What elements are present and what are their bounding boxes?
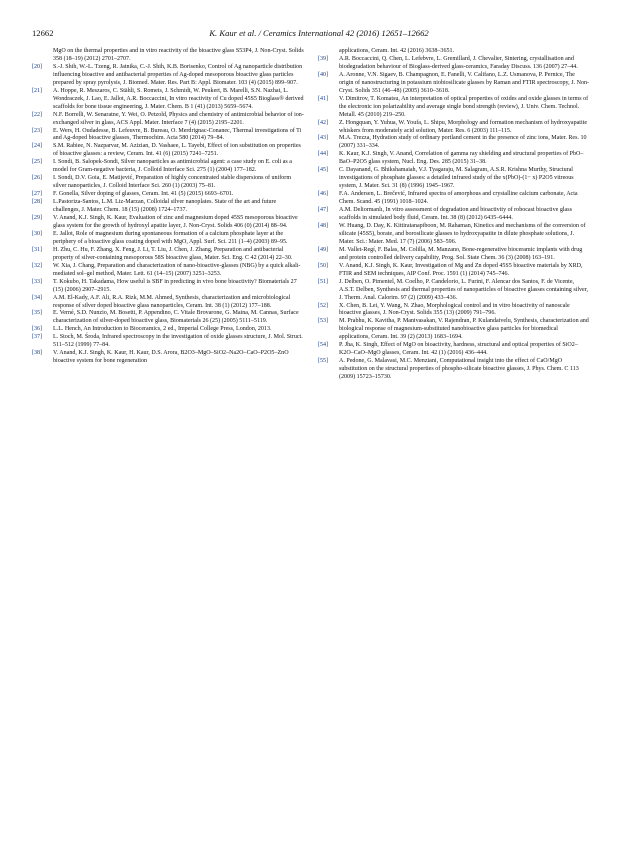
reference-number: [36] [32,326,43,333]
reference-number: [37] [32,334,43,341]
reference-text: S.-J. Shih, W.-L. Tzeng, R. Jatnika, C.-J. Shih, K.B. Borisenko, Control of Ag nanoparticle distribution influencing bioactive and antibacterial properties of Ag-doped mesoporous bioactive glass particles prepared by spray pyrolysis, J. Biomed. Mater. Res. Part B: Appl. Biomater. 103 (4) (2015) 899–907. [53,63,303,86]
reference-number: [40] [318,71,329,78]
reference-text: MgO on the thermal properties and in vitro reactivity of the bioactive glass S53P4, J. Non-Cryst. Solids 358 (18–19) (2012) 2701–2707. [53,48,304,62]
reference-number: [22] [32,111,43,118]
reference-text: A. Pedone, G. Malavasi, M.C. Menziani, Computational insight into the effect of CaO/MgO substitution on the structural properties of phospho-silicate bioactive glasses, J. Phys. Chem. C 113 (2009) 15723–15730. [339,358,579,381]
reference-item [318,223,590,247]
reference-number: [51] [318,278,329,285]
reference-item [32,175,304,191]
running-header: K. Kaur et al. / Ceramics International 42 (2016) 12651–12662 [209,28,429,38]
reference-number: [50] [318,262,329,269]
reference-text: J. Delben, O. Pimentel, M. Coelho, P. Candelorio, L. Furini, F. Alencar dos Santos, F. de Vicente, A.S.T. Delben, Synthesis and thermal properties of nanoparticles of bioactive glasses containing silver, J. Therm. Anal. Calorim. 97 (2) (2009) 433–436. [339,278,589,301]
reference-item [32,143,304,159]
reference-number: [33] [32,278,43,285]
reference-text: A.M. El-Kady, A.F. Ali, R.A. Rizk, M.M. Ahmed, Synthesis, characterization and microbiological response of silver doped bioactive glass nanoparticles, Ceram. Int. 38 (1) (2012) 177–188. [53,294,291,309]
reference-item [318,318,590,342]
page-number: 12662 [32,28,54,38]
reference-text: N.F. Borrelli, W. Senaratne, Y. Wei, O. Petzold, Physics and chemistry of antimicrobial behavior of ion-exchanged silver in glass, ACS Appl. Mater. Interface 7 (4) (2015) 2195–2201. [53,111,304,126]
reference-item [32,88,304,112]
reference-number: [55] [318,358,329,365]
references-left-column [32,48,304,366]
reference-item [318,151,590,167]
reference-item [32,159,304,175]
reference-number: [42] [318,119,329,126]
reference-item [318,207,590,223]
reference-text: C. Dayanand, G. Bhikshamaiah, V.J. Tyagaraju, M. Salagram, A.S.R. Krishna Murthy, Structural investigations of phosphate glasses: a detailed infrared study of the x(PbO)-(1− x) P2O5 vitreous system, J. Mater. Sci. 31 (8) (1996) 1945–1967. [339,167,574,190]
reference-item [32,334,304,350]
reference-number: [38] [32,350,43,357]
reference-number: [21] [32,87,43,94]
reference-text: M. Vallet-Regí, F. Balas, M. Colilla, M. Manzano, Bone-regenerative bioceramic implants with drug and protein controlled delivery capability, Prog. Sol. State Chem. 36 (3) (2008) 163–191. [339,246,583,261]
reference-item [32,191,304,199]
reference-text: M. Prabhu, K. Kavitha, P. Manivasakan, V. Rajendran, P. Kulandaivelu, Synthesis, characterization and biological response of magnesium-substituted nanobioactive glass particles for biomedical applications, Ceram. Int. 39 (2) (2013) 1683–1694. [339,318,589,341]
reference-number: [49] [318,246,329,253]
reference-number: [54] [318,342,329,349]
reference-text: W. Huang, D. Day, K. Kittiratanapiboon, M. Rahaman, Kinetics and mechanisms of the conversion of silicate (45S5), borate, and borosilicate glasses to hydroxyapatite in dilute phosphate solutions, J. Mater. Sci.: Mater. Med. 17 (7) (2006) 583–596. [339,222,586,245]
reference-item [318,56,590,72]
reference-item [318,303,590,319]
reference-item [32,279,304,295]
reference-text: W. Xia, J. Chang, Preparation and characterization of nano-bioactive-glasses (NBG) by a quick alkali-mediated sol–gel method, Mater. Lett. 61 (14–15) (2007) 3251–3253. [53,262,301,277]
reference-number: [48] [318,222,329,229]
reference-number: [41] [318,95,329,102]
reference-number: [34] [32,294,43,301]
reference-item [32,310,304,326]
reference-item [32,112,304,128]
reference-text: Z. Hongquan, Y. Yuhua, W. Youfa, L. Shipu, Morphology and formation mechanism of hydroxyapatite whiskers from moderately acid solution, Mater. Res. 6 (2003) 111–115. [339,119,588,134]
reference-number: [30] [32,230,43,237]
reference-item [318,191,590,207]
reference-text: E. Jallot, Role of magnesium during spontaneous formation of a calcium phosphate layer at the periphery of a bioactive glass coating doped with MgO, Appl. Surf. Sci. 211 (1–4) (2003) 89–95. [53,230,288,245]
reference-item [32,199,304,215]
reference-number: [27] [32,191,43,198]
reference-continuation [32,48,304,64]
reference-text: E. Verné, S.D. Nunzio, M. Bosetti, P. Appendino, C. Vitale Brovarone, G. Maina, M. Cannas, Surface characterization of silver-doped bioactive glass, Biomaterials 26 (25) (2005) 5111–5119. [53,310,299,325]
reference-item [318,358,590,382]
reference-item [32,263,304,279]
reference-text: V. Anand, K.J. Singh, K. Kaur, H. Kaur, D.S. Arora, B2O3–MgO–SiO2–Na2O–CaO–P2O5–ZnO bioactive system for bone regeneration [53,350,289,365]
reference-item [32,215,304,231]
reference-item [318,96,590,120]
reference-number: [25] [32,159,43,166]
reference-text: S.M. Rabiee, N. Nazparvar, M. Azizian, D. Vashaee, L. Tayebi, Effect of ion substitution on properties of bioactive glasses: a review, Ceram. Int. 41 (6) (2015) 7241–7251. [53,143,301,158]
reference-text: L. Stoch, M. Środa, Infrared spectroscopy in the investigation of oxide glasses structure, J. Mol. Struct. 511–512 (1999) 77–84. [53,334,303,349]
reference-number: [45] [318,167,329,174]
reference-text: X. Chen, B. Lei, Y. Wang, N. Zhao, Morphological control and in vitro bioactivity of nanoscale bioactive glasses, J. Non-Cryst. Solids 355 (13) (2009) 791–796. [339,302,570,317]
reference-item [318,167,590,191]
reference-text: L.L. Hench, An Introduction to Bioceramics, 2 ed., Imperial College Press, London, 2013. [53,326,272,333]
reference-item [318,72,590,96]
reference-item [318,120,590,136]
reference-number: [32] [32,262,43,269]
reference-number: [46] [318,191,329,198]
reference-number: [35] [32,310,43,317]
reference-text: V. Anand, K.J. Singh, K. Kaur, Investigation of Mg and Zn doped 45S5 bioactive materials by XRD, FTIR and SEM techniques, AIP Conf. Proc. 1591 (1) (2014) 745–746. [339,262,583,277]
reference-item [318,135,590,151]
reference-number: [28] [32,199,43,206]
reference-number: [20] [32,63,43,70]
reference-item [32,247,304,263]
reference-continuation [318,48,590,56]
page-header [32,28,606,42]
reference-number: [52] [318,302,329,309]
reference-item [318,279,590,303]
references-right-column [318,48,590,382]
reference-text: A. Aronne, V.N. Sigaev, B. Champagnon, E. Fanelli, V. Califano, L.Z. Usmanova, P. Pernice, The origin of nanostructuring in potassium niobiosilicate glasses by Raman and FTIR spectroscopy, J. Non-Cryst. Solids 351 (46–48) (2005) 3610–3618. [339,71,590,94]
reference-item [32,231,304,247]
reference-text: E. Wers, H. Oudadesse, B. Lefeuvre, B. Bureau, O. Merdrignac-Conanec, Thermal investigations of Ti and Ag-doped bioactive glasses, Thermochim. Acta 580 (2014) 79–84. [53,127,302,142]
reference-text: H. Zhu, C. Hu, F. Zhang, X. Feng, J. Li, T. Liu, J. Chen, J. Zhang, Preparation and antibacterial property of silver-containing mesoporous 58S bioactive glass, Mater. Sci. Eng. C 42 (2014) 22–30. [53,246,293,261]
reference-text: P. Jha, K. Singh, Effect of MgO on bioactivity, hardness, structural and optical properties of SiO2–K2O–CaO–MgO glasses, Ceram. Int. 42 (1) (2016) 436–444. [339,342,578,357]
reference-text: V. Dimitrov, T. Komatsu, An interpretation of optical properties of oxides and oxide glasses in terms of the electronic ion polarizability and average single bond strength (review), J. Univ. Chem. Technol. Metall. 45 (2010) 219–250. [339,95,589,118]
reference-text: V. Anand, K.J. Singh, K. Kaur, Evaluation of zinc and magnesium doped 45S5 mesoporous bioactive glass system for the growth of hydroxyl apatite layer, J. Non-Cryst. Solids 406 (0) (2014) 88–94. [53,215,298,229]
reference-text: F.A. Andersen, L. Brečević, Infrared spectra of amorphous and crystalline calcium carbonate, Acta Chem. Scand. 45 (1991) 1018–1024. [339,191,578,206]
reference-item [318,247,590,263]
reference-item [32,350,304,366]
reference-number: [29] [32,215,43,222]
reference-item [318,263,590,279]
reference-number: [39] [318,55,329,62]
reference-number: [53] [318,318,329,325]
reference-item [32,128,304,144]
reference-item [318,342,590,358]
reference-text: A.M. Deliormanlı, In vitro assessment of degradation and bioactivity of robocast bioactive glass scaffolds in simulated body fluid, Ceram. Int. 38 (8) (2012) 6435–6444. [339,207,572,222]
reference-number: [43] [318,135,329,142]
reference-text: M.A. Trezza, Hydration study of ordinary portland cement in the presence of zinc ions, Mater. Res. 10 (2007) 331–334. [339,135,587,150]
reference-number: [24] [32,143,43,150]
reference-text: K. Kaur, K.J. Singh, V. Anand, Correlation of gamma ray shielding and structural properties of PbO–BaO–P2O5 glass system, Nucl. Eng. Des. 285 (2015) 31–38. [339,151,584,166]
reference-number: [26] [32,175,43,182]
reference-text: A. Hoppe, R. Meszaros, C. Stähli, S. Romeis, J. Schmidt, W. Peukert, B. Marelli, S.N. Nazhat, L. Wondraczek, J. Lao, E. Jallot, A.R. Boccaccini, In vitro reactivity of Cu doped 45S5 Bioglass® derived scaffolds for bone tissue engineering, J. Mater. Chem. B 1 (41) (2013) 5659–5674. [53,87,304,110]
reference-text: T. Kokubo, H. Takadama, How useful is SBF in predicting in vivo bone bioactivity? Biomaterials 27 (15) (2006) 2907–2915. [53,278,297,293]
reference-text: F. Gonella, Silver doping of glasses, Ceram. Int. 41 (5) (2015) 6693–6701. [53,191,234,198]
reference-item [32,295,304,311]
reference-number: [44] [318,151,329,158]
reference-text: I. Sondi, B. Salopek-Sondi, Silver nanoparticles as antimicrobial agent: a case study on E. coli as a model for Gram-negative bacteria, J. Colloid Interface Sci. 275 (1) (2004) 177–182. [53,159,292,174]
reference-number: [31] [32,246,43,253]
reference-number: [23] [32,127,43,134]
reference-item [32,64,304,88]
reference-text: applications, Ceram. Int. 42 (2016) 3638–3651. [339,48,455,54]
reference-number: [47] [318,207,329,214]
reference-text: L.Pastoriza-Santos, L.M. Liz-Marzan, Colloidal silver nanoplates. State of the art and future challenges, J. Mater. Chem. 18 (15) (2008) 1724–1737. [53,199,277,214]
reference-text: A.R. Boccaccini, Q. Chen, L. Lefebvre, L. Gremillard, J. Chevalier, Sintering, crystallisation and biodegradation behaviour of Bioglass-derived glass-ceramics, Faraday Discuss. 136 (2007) 27–44. [339,55,578,70]
reference-text: I. Sondi, D.V. Goia, E. Matijević, Preparation of highly concentrated stable dispersions of uniform silver nanoparticles, J. Colloid Interface Sci. 260 (1) (2003) 75–81. [53,175,292,190]
